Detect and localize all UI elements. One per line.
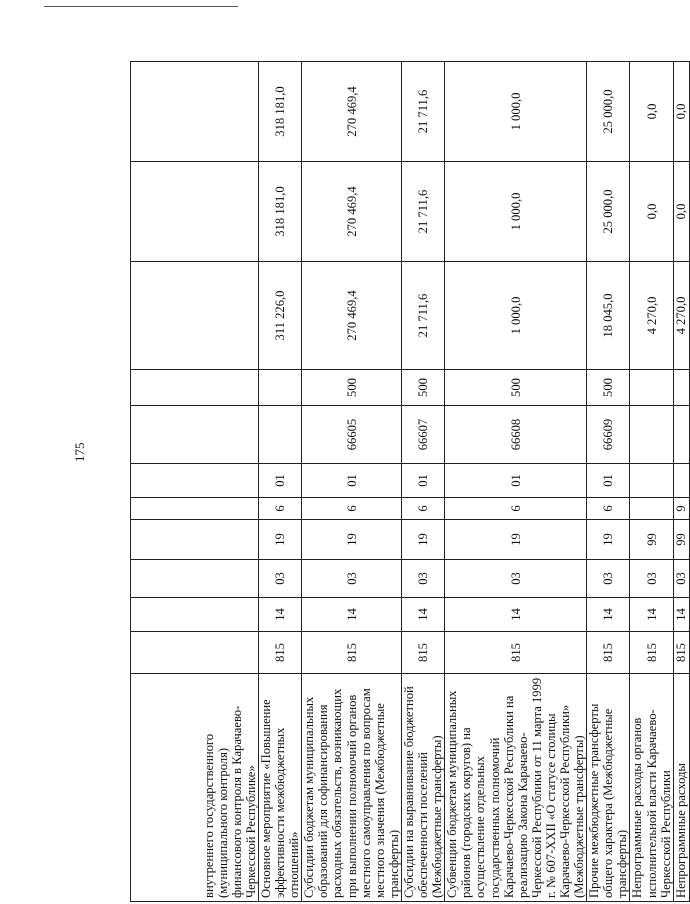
cell-target-subprogram: 6 [259, 498, 302, 520]
cell-target-subprogram: 6 [445, 498, 587, 520]
cell-sum-year3: 0,0 [630, 62, 673, 162]
cell-expense-type: 500 [401, 370, 444, 406]
cell-grbs: 815 [673, 632, 689, 674]
cell-target-program: 19 [302, 520, 402, 560]
cell-target-subprogram: 6 [587, 498, 630, 520]
cell-target-subprogram [630, 498, 673, 520]
cell-target-event: 01 [302, 464, 402, 498]
cell-target-event: 01 [259, 464, 302, 498]
cell-target-direction [259, 406, 302, 464]
cell-sum-year2: 0,0 [673, 162, 689, 262]
cell-sum-year2: 21 711,6 [401, 162, 444, 262]
page-number: 175 [72, 442, 87, 462]
cell-grbs: 815 [401, 632, 444, 674]
cell-sum-year2: 25 000,0 [587, 162, 630, 262]
table-row [131, 62, 259, 902]
cell-subsection [131, 560, 259, 598]
cell-target-subprogram [131, 498, 259, 520]
cell-subsection: 03 [445, 560, 587, 598]
rotated-table-container [130, 62, 689, 902]
cell-target-event: 01 [445, 464, 587, 498]
cell-subsection: 03 [302, 560, 402, 598]
cell-target-program: 19 [587, 520, 630, 560]
table-row [401, 62, 444, 902]
cell-section: 14 [587, 598, 630, 632]
cell-sum-year3: 21 711,6 [401, 62, 444, 162]
cell-target-program: 19 [259, 520, 302, 560]
cell-section: 14 [445, 598, 587, 632]
cell-section: 14 [259, 598, 302, 632]
table-row [259, 62, 302, 902]
cell-sum-year3: 1 000,0 [445, 62, 587, 162]
cell-target-event [131, 464, 259, 498]
cell-grbs: 815 [445, 632, 587, 674]
table-row [673, 62, 689, 902]
budget-table [130, 61, 690, 902]
cell-sum-year3: 25 000,0 [587, 62, 630, 162]
cell-target-event: 01 [587, 464, 630, 498]
cell-sum-year3 [131, 62, 259, 162]
cell-section: 14 [630, 598, 673, 632]
cell-target-direction [630, 406, 673, 464]
cell-expense-type: 500 [302, 370, 402, 406]
cell-target-program: 99 [673, 520, 689, 560]
cell-target-program [131, 520, 259, 560]
cell-grbs: 815 [630, 632, 673, 674]
cell-expense-type: 500 [587, 370, 630, 406]
cell-sum-year2: 318 181,0 [259, 162, 302, 262]
row-name: Субвенции бюджетам муниципальных районов (городских округов) на осуществление отдельных государственных полномочий Карачаево-Черкесской Республики на реализацию Закона Карачаево-Черкесской Республики от 11 марта 1999 г. № 607-XXII «О статусе столицы Карачаево-Черкесской Республики» (Межбюджетные трансферты) [445, 674, 587, 902]
row-name: Непрограммные расходы органов исполнительной власти Карачаево-Черкесской Республики [630, 674, 673, 902]
cell-expense-type [259, 370, 302, 406]
cell-sum-year3: 270 469,4 [302, 62, 402, 162]
cell-expense-type [131, 370, 259, 406]
cell-target-program: 19 [401, 520, 444, 560]
cell-sum-year1: 4 270,0 [673, 262, 689, 370]
cell-expense-type [673, 370, 689, 406]
cell-target-direction: 66607 [401, 406, 444, 464]
cell-subsection: 03 [630, 560, 673, 598]
cell-sum-year1: 311 226,0 [259, 262, 302, 370]
cell-expense-type: 500 [445, 370, 587, 406]
cell-target-subprogram: 6 [401, 498, 444, 520]
row-name: Основное мероприятие «Повышение эффективности межбюджетных отношений» [259, 674, 302, 902]
cell-subsection: 03 [587, 560, 630, 598]
cell-target-event: 01 [401, 464, 444, 498]
cell-sum-year1 [131, 262, 259, 370]
cell-section: 14 [302, 598, 402, 632]
cell-sum-year3: 0,0 [673, 62, 689, 162]
cell-grbs: 815 [259, 632, 302, 674]
cell-sum-year1: 270 469,4 [302, 262, 402, 370]
cell-sum-year1: 18 045,0 [587, 262, 630, 370]
cell-expense-type [630, 370, 673, 406]
cell-target-direction [673, 406, 689, 464]
cell-sum-year2: 0,0 [630, 162, 673, 262]
cell-sum-year3: 318 181,0 [259, 62, 302, 162]
cell-section: 14 [401, 598, 444, 632]
cell-section [131, 598, 259, 632]
table-row [445, 62, 587, 902]
row-name: Непрограммные расходы [673, 674, 689, 902]
top-rule [44, 6, 238, 7]
cell-section: 14 [673, 598, 689, 632]
cell-target-subprogram: 9 [673, 498, 689, 520]
cell-subsection: 03 [401, 560, 444, 598]
cell-subsection: 03 [259, 560, 302, 598]
cell-target-event [630, 464, 673, 498]
cell-target-direction: 66608 [445, 406, 587, 464]
cell-sum-year2 [131, 162, 259, 262]
cell-sum-year1: 4 270,0 [630, 262, 673, 370]
cell-target-program: 19 [445, 520, 587, 560]
cell-sum-year2: 270 469,4 [302, 162, 402, 262]
cell-target-program: 99 [630, 520, 673, 560]
row-name: Прочие межбюджетные трансферты общего характера (Межбюджетные трансферты) [587, 674, 630, 902]
cell-subsection: 03 [673, 560, 689, 598]
row-name: внутреннего государственного (муниципального контроля) финансового контроля в Карачаево-Черкесской Республике» [131, 674, 259, 902]
cell-grbs: 815 [302, 632, 402, 674]
cell-target-direction: 66609 [587, 406, 630, 464]
table-row [302, 62, 402, 902]
cell-target-direction [131, 406, 259, 464]
cell-target-event [673, 464, 689, 498]
table-row [630, 62, 673, 902]
cell-sum-year2: 1 000,0 [445, 162, 587, 262]
cell-target-subprogram: 6 [302, 498, 402, 520]
cell-grbs [131, 632, 259, 674]
row-name: Субсидии на выравнивание бюджетной обеспеченности поселений (Межбюджетные трансферты) [401, 674, 444, 902]
row-name: Субсидии бюджетам муниципальных образований для софинансирования расходных обязательств, возникающих при выполнении полномочий органов местного самоуправления по вопросам местного значения (Межбюджетные трансферты) [302, 674, 402, 902]
cell-target-direction: 66605 [302, 406, 402, 464]
table-row [587, 62, 630, 902]
cell-sum-year1: 1 000,0 [445, 262, 587, 370]
cell-sum-year1: 21 711,6 [401, 262, 444, 370]
cell-grbs: 815 [587, 632, 630, 674]
